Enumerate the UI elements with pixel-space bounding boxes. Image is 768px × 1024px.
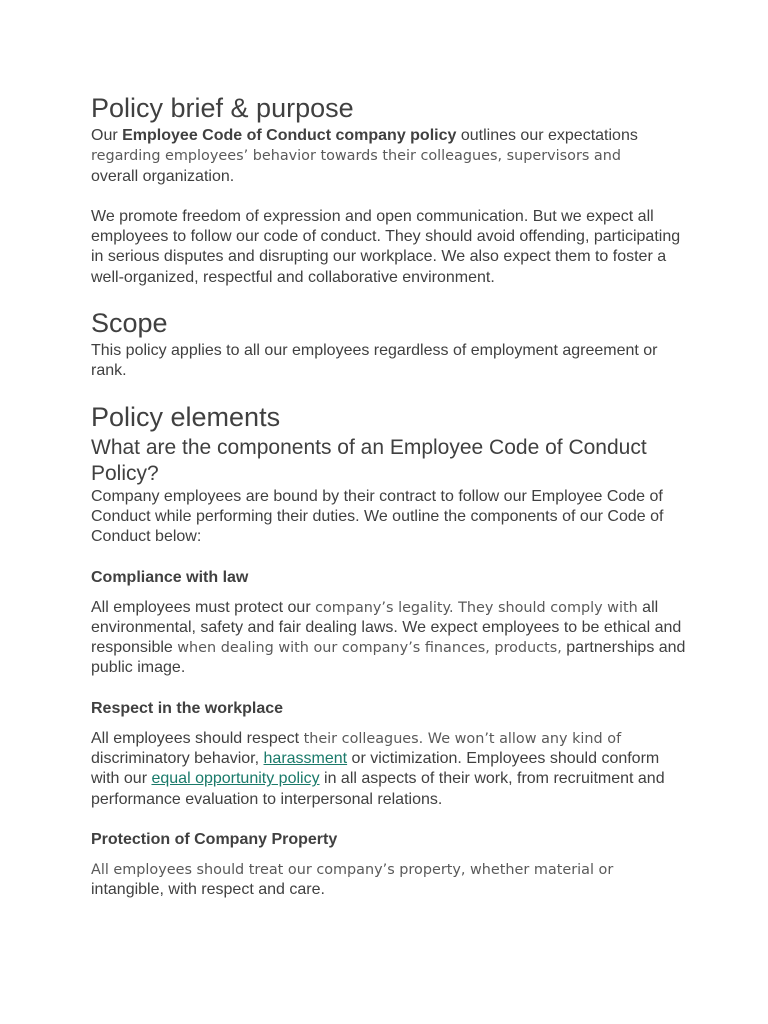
compliance-heading: Compliance with law	[91, 568, 249, 586]
harassment-link[interactable]: harassment	[263, 750, 348, 768]
policy-elements-subheading: What are the components of an Employee Code of Conduct Policy?	[91, 435, 647, 485]
compliance-text-3: partnerships and public image.	[91, 639, 686, 677]
respect-light-text-1: their colleagues. We won’t allow any kind of	[303, 730, 622, 747]
respect-text-1: All employees should respect	[91, 729, 304, 747]
compliance-paragraph	[91, 598, 691, 679]
compliance-light-text-1: company’s legality. They should comply with	[315, 599, 638, 616]
respect-heading: Respect in the workplace	[91, 699, 284, 717]
scope-paragraph: This policy applies to all our employees regardless of employment agreement or rank.	[91, 342, 658, 380]
policy-brief-light-text: regarding employees’ behavior towards their colleagues, supervisors and	[91, 148, 622, 165]
policy-brief-paragraph	[91, 126, 691, 187]
respect-text-3: or victimization. Employees should conform with our	[91, 750, 660, 788]
policy-elements-heading: Policy elements	[91, 401, 281, 432]
policy-brief-text-2: outlines our expectations	[456, 127, 638, 144]
property-paragraph	[91, 860, 691, 901]
policy-brief-bold-text: Employee Code of Conduct company policy	[122, 127, 457, 144]
respect-text-4: in all aspects of their work, from recruitment and performance evaluation to interpersonal relations.	[91, 770, 665, 808]
policy-brief-paragraph-2: We promote freedom of expression and open communication. But we expect all employees to follow our code of conduct. They should avoid offending, participating in serious disputes and disrupting our workplace. We also expect them to foster a well-organized, respectful and collaborative environment.	[91, 207, 681, 286]
policy-brief-text-3: overall organization.	[91, 167, 235, 185]
property-heading: Protection of Company Property	[91, 830, 338, 848]
scope-heading: Scope	[91, 308, 168, 339]
property-text-1: intangible, with respect and care.	[91, 881, 325, 899]
equal-opportunity-policy-link[interactable]: equal opportunity policy	[151, 770, 320, 788]
policy-elements-intro: Company employees are bound by their contract to follow our Employee Code of Conduct while performing their duties. We outline the components of our Code of Conduct below:	[91, 487, 664, 546]
property-light-text-1: All employees should treat our company’s property, whether material or	[91, 861, 614, 878]
compliance-text-2: all environmental, safety and fair dealing laws. We expect employees to be ethical and responsible	[91, 598, 682, 657]
respect-paragraph	[91, 729, 691, 810]
policy-brief-heading: Policy brief & purpose	[91, 93, 354, 123]
document-page	[91, 90, 691, 901]
respect-text-2: discriminatory behavior,	[91, 750, 264, 768]
compliance-light-text-2: when dealing with our company’s finances, products,	[177, 640, 562, 657]
policy-brief-text-1: Our	[91, 127, 123, 144]
compliance-text-1: All employees must protect our	[91, 598, 316, 616]
